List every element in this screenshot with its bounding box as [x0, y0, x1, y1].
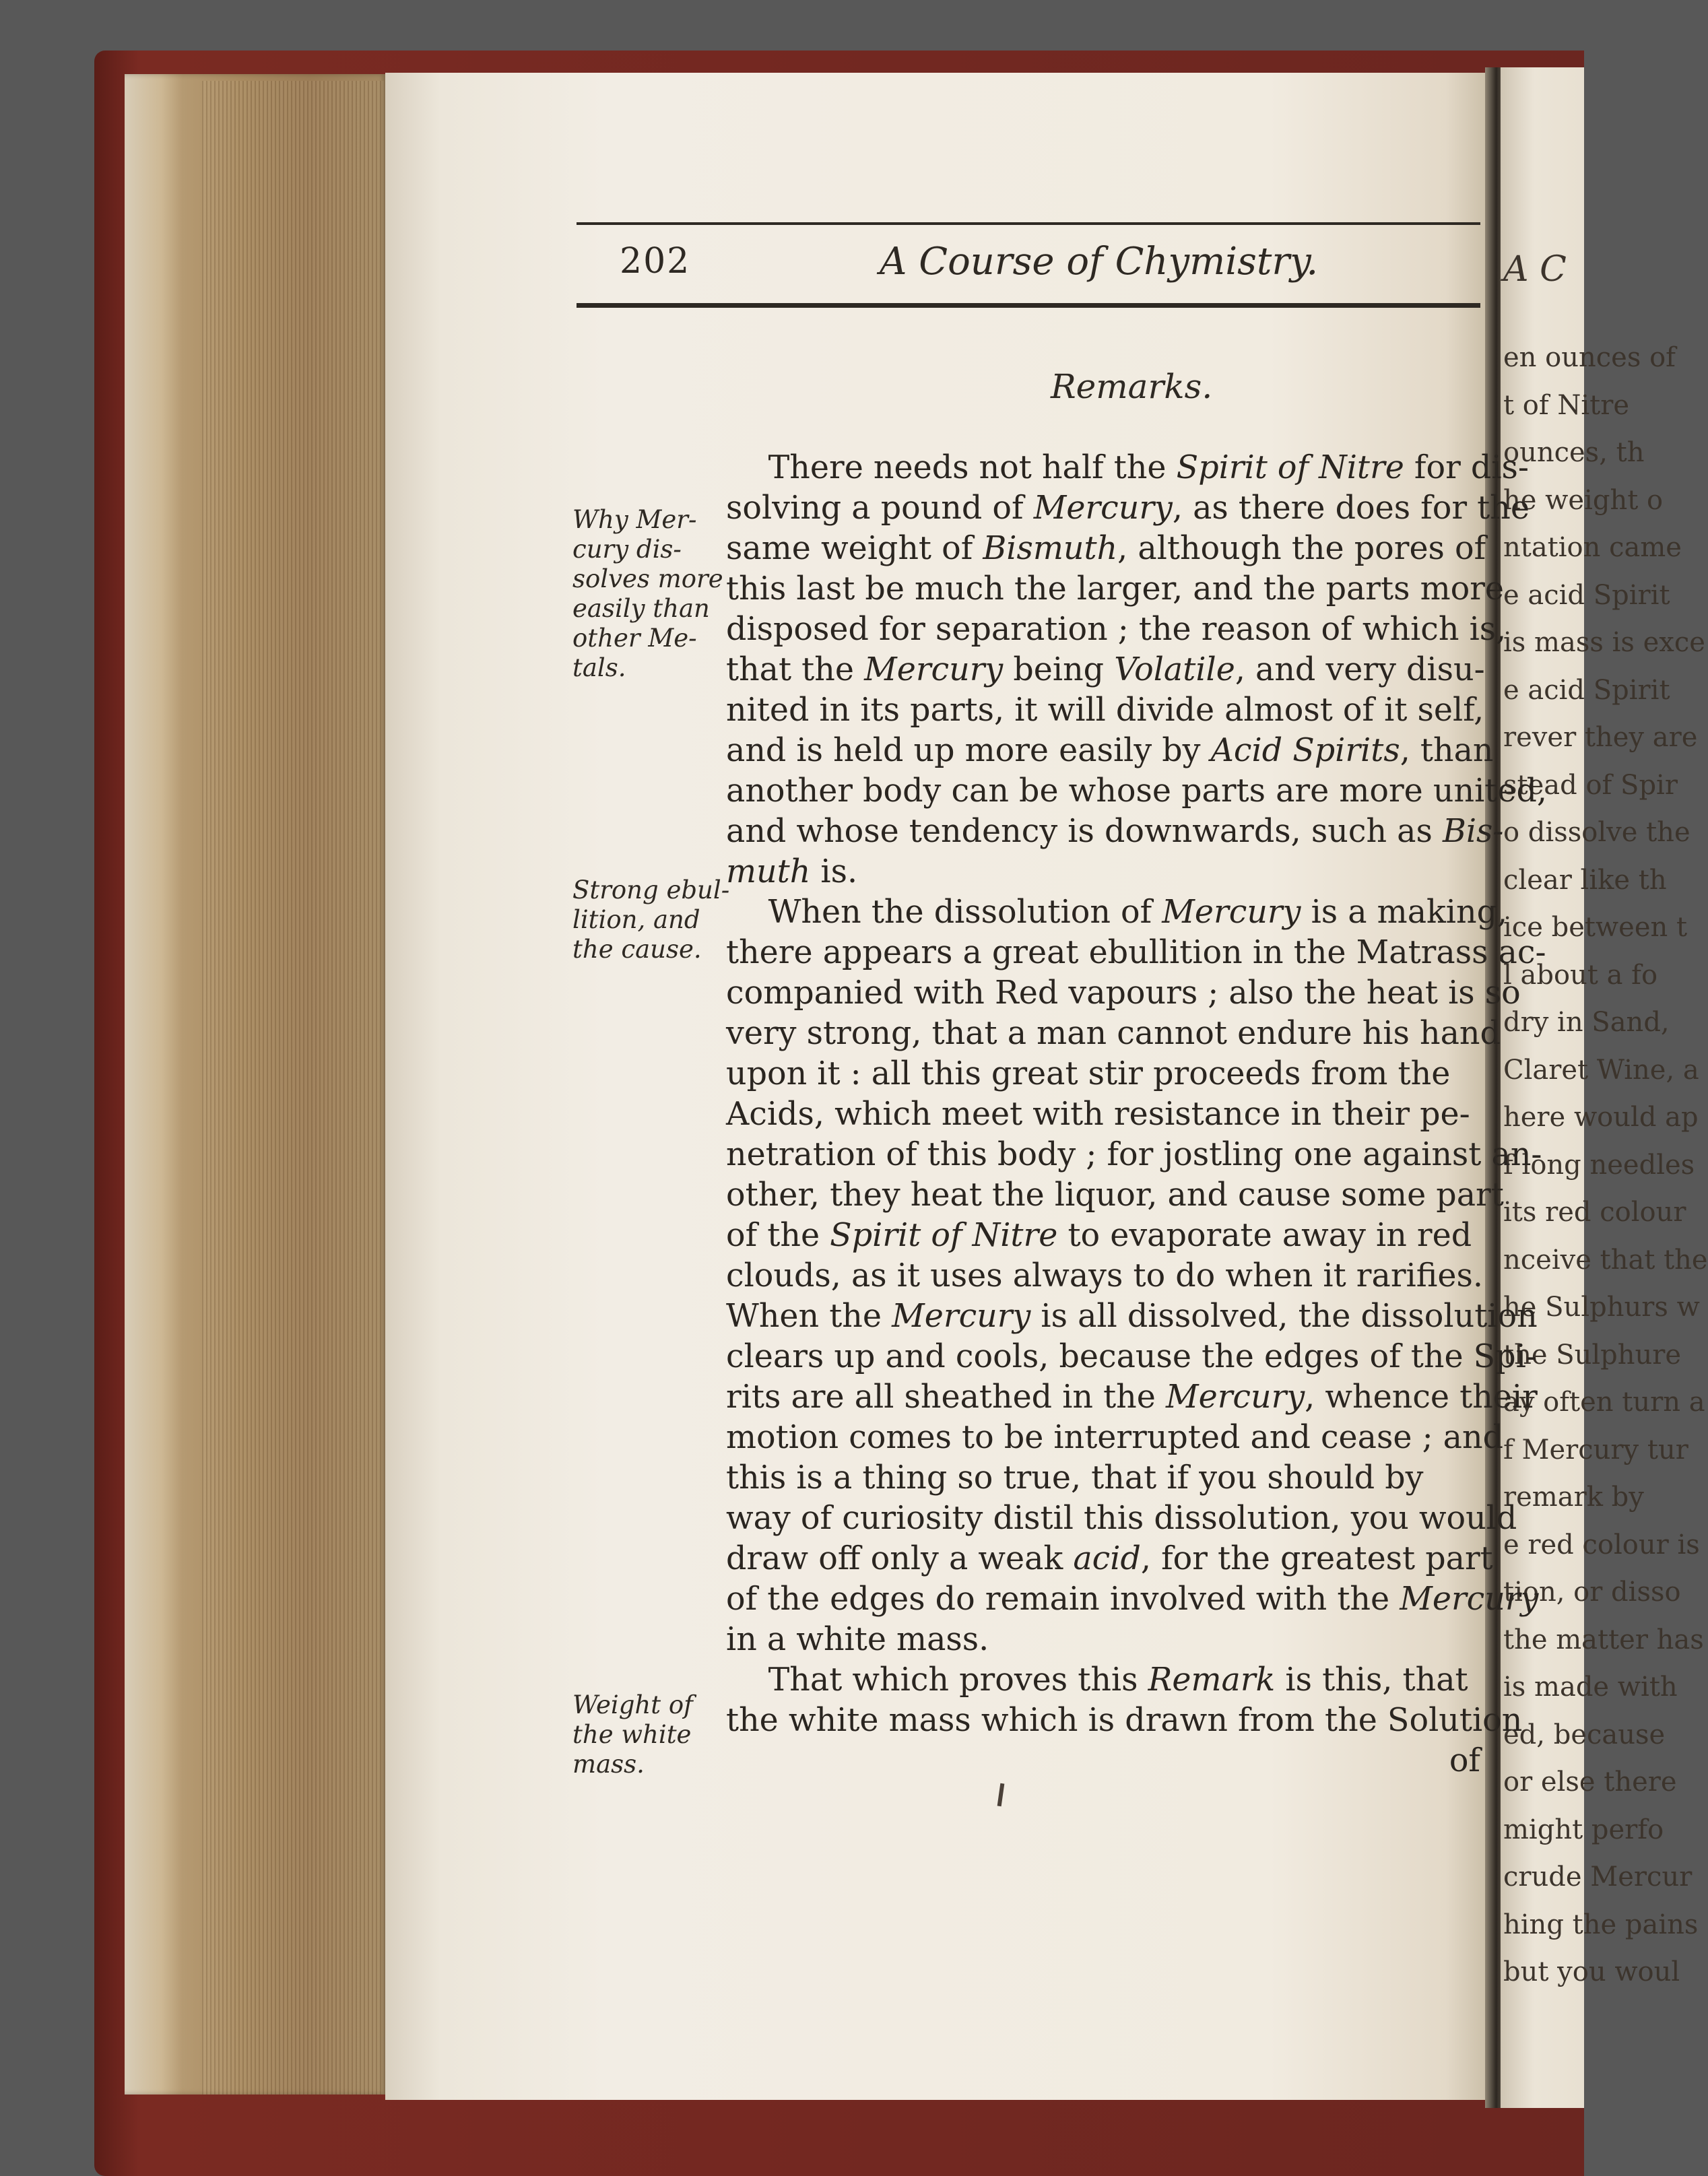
text-run: another body can be whose parts are more united,	[726, 772, 1547, 810]
facing-page-line: e acid Spirit	[1503, 579, 1670, 611]
facing-page-line: here would ap	[1503, 1102, 1699, 1133]
text-run: Mercury	[1033, 490, 1173, 527]
header-rule-top	[577, 222, 1480, 225]
text-run: , and very disu-	[1235, 651, 1485, 688]
header-rule-bottom	[577, 303, 1480, 308]
facing-page-line: might perfo	[1503, 1814, 1664, 1845]
text-run: , as there does for the	[1172, 490, 1530, 527]
body-line	[726, 1701, 1523, 1741]
body-line	[726, 1175, 1504, 1216]
body-line	[726, 731, 1494, 771]
margin-note-line: cury dis-	[572, 535, 682, 564]
body-line	[726, 973, 1521, 1014]
body-line	[726, 1256, 1487, 1296]
text-run: Mercury	[864, 651, 1004, 688]
body-line	[726, 569, 1505, 609]
body-line	[726, 1014, 1501, 1054]
catchword: of	[1449, 1742, 1480, 1779]
text-run: solving a pound of	[726, 490, 1034, 527]
text-run: of the edges do remain involved with the	[726, 1581, 1400, 1618]
text-run: There needs not half the	[726, 449, 1177, 486]
text-run: , whence their	[1305, 1379, 1538, 1416]
facing-page-line: is mass is exce	[1503, 627, 1705, 658]
facing-page-line: ay often turn a	[1503, 1387, 1705, 1418]
facing-page-line: tion, or disso	[1503, 1577, 1681, 1608]
facing-page-line: hing the pains	[1503, 1909, 1699, 1940]
text-run: nited in its parts, it will divide almost of it self,	[726, 692, 1484, 729]
text-run: muth	[726, 853, 811, 890]
text-run: Mercury	[1162, 894, 1301, 931]
facing-page-line: clear like th	[1503, 864, 1667, 896]
facing-page-line: he Sulphurs w	[1503, 1292, 1700, 1323]
body-line	[726, 529, 1487, 569]
text-run: clouds, as it uses always to do when it rarifies.	[726, 1257, 1483, 1294]
facing-page-line: he weight o	[1503, 484, 1664, 516]
body-line	[726, 690, 1487, 731]
facing-page-line: f long needles	[1503, 1149, 1695, 1181]
body-line	[726, 892, 1508, 933]
body-line	[726, 488, 1530, 529]
text-run: When the	[726, 1298, 892, 1335]
body-line	[726, 812, 1504, 852]
text-run: draw off only a weak	[726, 1540, 1074, 1577]
text-run: clears up and cools, because the edges of the Spi-	[726, 1338, 1537, 1375]
margin-note	[572, 505, 721, 683]
text-run: Spirit of Nitre	[1176, 449, 1404, 486]
body-line	[726, 771, 1547, 812]
facing-page-line: ntation came	[1503, 532, 1682, 563]
page-number: 202	[620, 241, 691, 282]
facing-page-line: e red colour is	[1503, 1529, 1700, 1560]
facing-page-line: or else there	[1503, 1767, 1677, 1798]
section-heading: Remarks.	[1051, 367, 1213, 406]
text-run: Acid Spirits	[1210, 732, 1400, 769]
text-run: in a white mass.	[726, 1621, 989, 1658]
text-run: Mercury	[892, 1298, 1031, 1335]
text-run: is all dissolved, the dissolution	[1030, 1298, 1538, 1335]
text-run: Spirit of Nitre	[830, 1217, 1058, 1254]
margin-note-line: lition, and	[572, 905, 700, 934]
facing-page-line: stead of Spir	[1503, 769, 1678, 801]
text-run: companied with Red vapours ; also the heat is so	[726, 975, 1521, 1012]
margin-note	[572, 876, 730, 964]
body-line	[726, 933, 1546, 973]
body-line	[726, 1660, 1487, 1701]
text-run: When the dissolution of	[726, 894, 1162, 931]
margin-note-line: Weight of	[572, 1690, 693, 1719]
margin-note-line: tals.	[572, 653, 626, 682]
facing-page-line: crude Mercur	[1503, 1861, 1693, 1892]
facing-page-line: remark by	[1503, 1482, 1644, 1513]
text-run: Bis-	[1442, 813, 1504, 850]
text-run: the white mass which is drawn from the Solution	[726, 1702, 1523, 1739]
margin-note-line: Why Mer-	[572, 505, 697, 534]
page-header	[577, 236, 1480, 303]
facing-page-line: ounces, th	[1503, 437, 1645, 468]
running-title: A Course of Chymistry.	[880, 240, 1319, 284]
text-run: , than	[1400, 732, 1494, 769]
body-line	[726, 1498, 1517, 1539]
facing-page-line: o dissolve the	[1503, 817, 1690, 848]
text-run: Mercury	[1400, 1581, 1539, 1618]
facing-page	[1501, 67, 1708, 2108]
margin-note-line: other Me-	[572, 624, 697, 653]
body-line	[726, 1418, 1503, 1458]
margin-note-line: Strong ebul-	[572, 876, 730, 904]
facing-page-line: the matter has	[1503, 1624, 1704, 1655]
facing-page-line: dry in Sand,	[1503, 1007, 1670, 1038]
text-run: rits are all sheathed in the	[726, 1379, 1166, 1416]
margin-note-line: the white	[572, 1720, 692, 1749]
text-run: That which proves this	[726, 1661, 1148, 1699]
facing-page-line: t of Nitre	[1503, 389, 1630, 421]
facing-page-line: is made with	[1503, 1672, 1678, 1703]
body-line	[726, 1377, 1538, 1418]
facing-page-line: Claret Wine, a	[1503, 1054, 1699, 1086]
text-run: this is a thing so true, that if you should by	[726, 1459, 1424, 1496]
text-run: , although the pores of	[1117, 530, 1486, 567]
text-run: is this, that	[1275, 1661, 1468, 1699]
body-line	[726, 609, 1507, 650]
text-run: for dis-	[1404, 449, 1529, 486]
text-run: that the	[726, 651, 865, 688]
body-line	[726, 650, 1487, 690]
text-run: other, they heat the liquor, and cause some part	[726, 1177, 1504, 1214]
text-run: very strong, that a man cannot endure his hand	[726, 1015, 1501, 1052]
text-run: acid	[1073, 1540, 1141, 1577]
text-run: way of curiosity distil this dissolution, you would	[726, 1500, 1517, 1537]
margin-note-line: solves more	[572, 564, 723, 593]
text-run: and whose tendency is downwards, such as	[726, 813, 1443, 850]
margin-note-line: the cause.	[572, 935, 702, 964]
body-line	[726, 448, 1529, 488]
body-line	[726, 1539, 1493, 1579]
body-line	[726, 1054, 1487, 1094]
page-stack-lines	[202, 81, 384, 2095]
margin-note-line: mass.	[572, 1750, 645, 1779]
text-run: of the	[726, 1217, 830, 1254]
facing-page-line: but you woul	[1503, 1956, 1680, 1987]
facing-page-line: ed, because	[1503, 1719, 1666, 1750]
text-run: being	[1003, 651, 1115, 688]
body-line	[726, 1094, 1487, 1135]
body-line	[726, 852, 1487, 892]
text-run: netration of this body ; for jostling one against an-	[726, 1136, 1542, 1173]
text-run: motion comes to be interrupted and cease ; and	[726, 1419, 1503, 1456]
text-run: is a making,	[1301, 894, 1508, 931]
margin-note	[572, 1690, 721, 1779]
body-text	[726, 448, 1547, 1781]
text-run: Acids, which meet with resistance in their pe-	[726, 1096, 1470, 1133]
facing-page-line: ice between t	[1503, 912, 1688, 943]
facing-page-line: its red colour	[1503, 1197, 1686, 1228]
text-run: there appears a great ebullition in the Matrass ac-	[726, 934, 1546, 971]
text-run: upon it : all this great stir proceeds from the	[726, 1055, 1451, 1092]
facing-page-line: the Sulphure	[1503, 1339, 1682, 1371]
facing-page-line: en ounces of	[1503, 342, 1676, 373]
body-line	[726, 1620, 1487, 1660]
body-line	[726, 1296, 1538, 1337]
text-run: is.	[810, 853, 858, 890]
text-run: to evaporate away in red	[1057, 1217, 1472, 1254]
margin-note-line: easily than	[572, 594, 710, 623]
body-line	[726, 1135, 1542, 1175]
text-run: same weight of	[726, 530, 983, 567]
text-run: and is held up more easily by	[726, 732, 1211, 769]
facing-page-line: e acid Spirit	[1503, 674, 1670, 706]
text-run: Remark	[1148, 1661, 1276, 1699]
body-line	[726, 1579, 1539, 1620]
body-line	[726, 1337, 1537, 1377]
body-line	[726, 1216, 1487, 1256]
facing-page-line: rever they are	[1503, 722, 1698, 753]
facing-page-line: l about a fo	[1503, 959, 1658, 991]
text-run: disposed for separation ; the reason of which is,	[726, 611, 1507, 648]
facing-page-line: f Mercury tur	[1503, 1434, 1688, 1465]
text-run: Volatile	[1114, 651, 1235, 688]
facing-page-line: nceive that the	[1503, 1244, 1708, 1276]
body-line	[726, 1458, 1487, 1498]
text-run: Mercury	[1165, 1379, 1305, 1416]
text-run: , for the greatest part	[1140, 1540, 1493, 1577]
facing-page-header: A C	[1503, 249, 1567, 290]
text-run: this last be much the larger, and the parts more	[726, 570, 1505, 607]
text-run: Bismuth	[983, 530, 1118, 567]
